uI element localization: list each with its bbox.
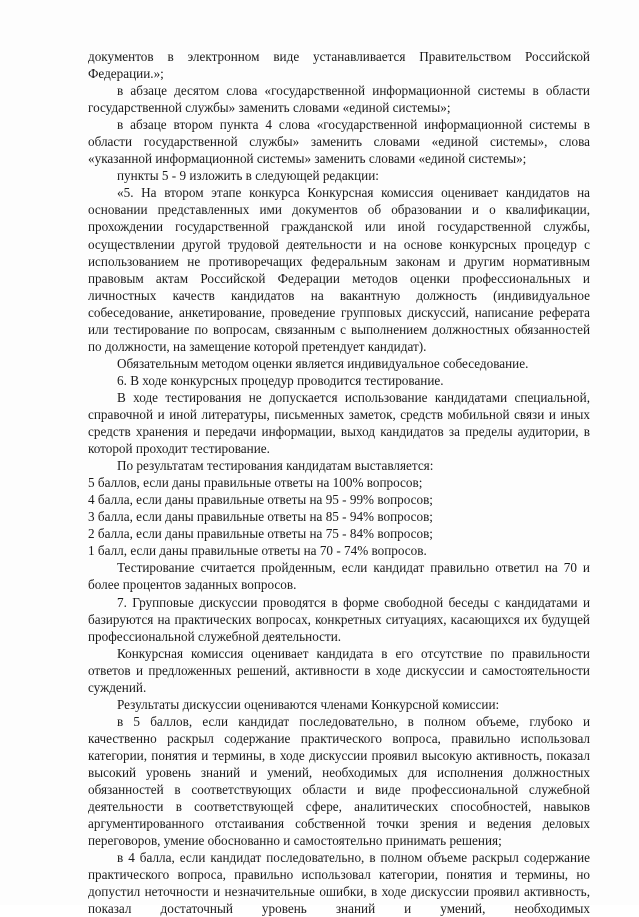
score-line-4: 4 балла, если даны правильные ответы на 95 - 99% вопросов; <box>88 492 433 508</box>
paragraph-15: Тестирование считается пройденным, если кандидат правильно ответил на 70 и более процентов заданных вопросов. <box>88 560 590 593</box>
paragraph-20: в 4 балла, если кандидат последовательно, в полном объеме раскрыл содержание практического вопроса, правильно использовал категории, понятия и термины, но допустил неточности и незначительные ошибки, в ходе дискуссии проявил активность, показал достаточный уровень знаний и умений, необходимых <box>88 850 590 917</box>
paragraph-19: в 5 баллов, если кандидат последовательно, в полном объеме, глубоко и качественно раскрыл содержание практического вопроса, правильно использовал категории, понятия и термины, в ходе дискуссии проявил высокую активность, показал высокий уровень знаний и умений, необходимых для исполнения должностных обязанностей в соответствующих области и виде профессиональной служебной деятельности в соответствующей сфере, аналитических способностей, навыков аргументированного отстаивания собственной точки зрения и ведения деловых переговоров, умение обоснованно и самостоятельно принимать решения; <box>88 713 590 849</box>
paragraph-9: По результатам тестирования кандидатам выставляется: <box>117 458 434 474</box>
score-line-5: 5 баллов, если даны правильные ответы на 100% вопросов; <box>88 475 423 491</box>
paragraph-4: пункты 5 - 9 изложить в следующей редакции: <box>117 168 379 184</box>
paragraph-1: документов в электронном виде устанавливается Правительством Российской Федерации.»; <box>88 49 590 82</box>
paragraph-18: Результаты дискуссии оцениваются членами Конкурсной комиссии: <box>117 696 500 712</box>
paragraph-16: 7. Групповые дискуссии проводятся в форме свободной беседы с кандидатами и базируются на практических вопросах, конкретных ситуациях, касающихся их будущей профессиональной служебной деятельности. <box>88 594 590 644</box>
paragraph-8: В ходе тестирования не допускается использование кандидатами специальной, справочной и иной литературы, письменных заметок, средств мобильной связи и иных средств хранения и передачи информации, выход кандидатов за пределы аудитории, в которой проходит тестирование. <box>88 389 590 457</box>
paragraph-2: в абзаце десятом слова «государственной информационной системы в области государственной службы» заменить словами «единой системы»; <box>88 83 590 116</box>
paragraph-3: в абзаце втором пункта 4 слова «государственной информационной системы в области государственной службы» заменить словами «единой системы», слова «указанной информационной системы» заменить словами «единой системы»; <box>88 117 590 167</box>
document-body <box>88 48 590 917</box>
paragraph-17: Конкурсная комиссия оценивает кандидата в его отсутствие по правильности ответов и предложенных решений, активности в ходе дискуссии и самостоятельности суждений. <box>88 645 590 695</box>
paragraph-6: Обязательным методом оценки является индивидуальное собеседование. <box>117 355 529 371</box>
score-line-2: 2 балла, если даны правильные ответы на 75 - 84% вопросов; <box>88 526 433 542</box>
paragraph-5: «5. На втором этапе конкурса Конкурсная комиссия оценивает кандидатов на основании представленных ими документов об образовании и о квалификации, прохождении государственной гражданской или иной государственной службы, осуществлении другой трудовой деятельности и на основе конкурсных процедур с использованием не противоречащих федеральным законам и другим нормативным правовым актам Российской Федерации методов оценки профессиональных и личностных качеств кандидатов на вакантную должность (индивидуальное собеседование, анкетирование, проведение групповых дискуссий, написание реферата или тестирование по вопросам, связанным с выполнением должностных обязанностей по должности, на замещение которой претендует кандидат). <box>88 185 590 354</box>
paragraph-7: 6. В ходе конкурсных процедур проводится тестирование. <box>117 372 444 388</box>
score-line-3: 3 балла, если даны правильные ответы на 85 - 94% вопросов; <box>88 509 433 525</box>
score-line-1: 1 балл, если даны правильные ответы на 70 - 74% вопросов. <box>88 543 427 559</box>
